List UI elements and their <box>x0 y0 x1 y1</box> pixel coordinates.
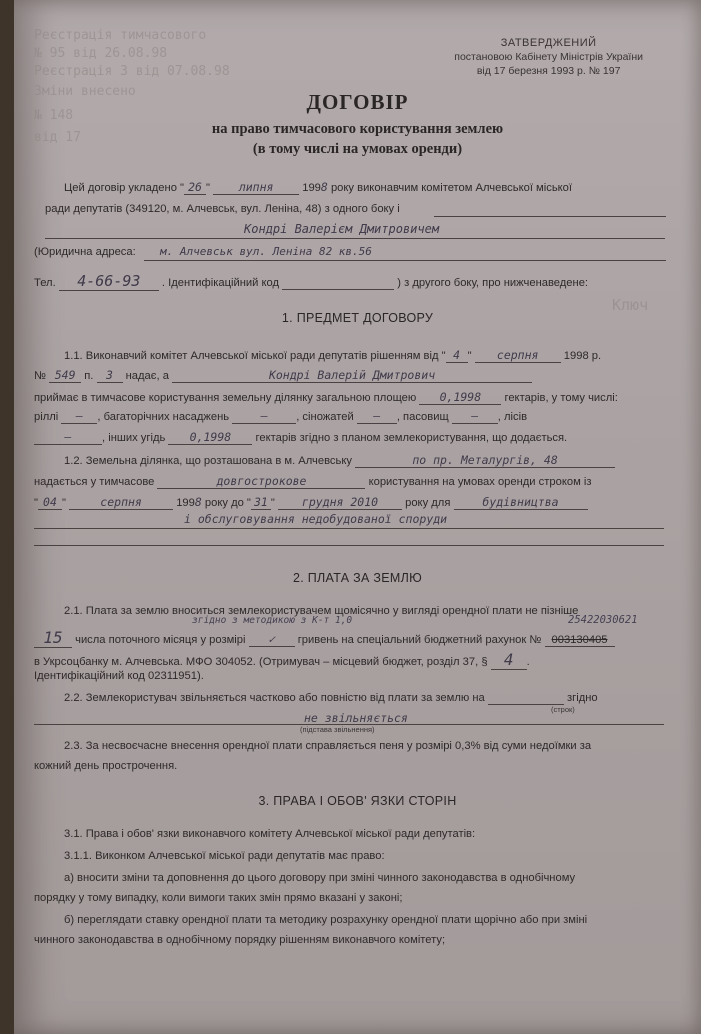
document-subtitle: на право тимчасового користування землею <box>211 121 504 137</box>
underline <box>144 260 666 261</box>
old-account-number: 003130405 <box>545 634 615 647</box>
clause-1-2-line2: надається у тимчасове довгострокове користування на умовах оренди строком із <box>34 474 592 488</box>
approval-line: від 17 березня 1993 р. № 197 <box>476 65 621 77</box>
clause-2-1-line2: 15 числа поточного місяця у розмірі ✓ гривень на спеціальний бюджетний рахунок № 003130405 <box>34 628 615 648</box>
section-heading-2: 2. ПЛАТА ЗА ЗЕМЛЮ <box>292 571 423 585</box>
ghost-line: від 17 <box>34 130 81 145</box>
exemption-value: не звільняється <box>304 711 408 725</box>
contract-year-digit: 8 <box>320 180 328 194</box>
clause-1-1: 1.1. Виконавчий комітет Алчевської міської ради депутатів рішенням від " 4 " серпня 1998 р. <box>64 348 602 362</box>
clause-2-1-line4: Ідентифікаційний код 02311951). <box>34 670 204 682</box>
approval-line: постановою Кабінету Міністрів України <box>454 51 643 63</box>
new-account-number: 25422030621 <box>568 614 638 626</box>
clause-2-1: 2.1. Плата за землю вноситься землекористувачем щомісячно у вигляді орендної плати не пізніше <box>64 605 579 617</box>
intro-line: Тел. 4-66-93 . Ідентифікаційний код ) з другого боку, про нижченаведене: <box>34 272 589 290</box>
approval-block <box>454 36 643 78</box>
ghost-line: № 95 від 26.08.98 <box>34 46 168 61</box>
party-name: Кондрі Валерієм Дмитровичем <box>244 222 440 236</box>
approval-title: ЗАТВЕРДЖЕНИЙ <box>500 37 597 49</box>
underline <box>34 545 664 546</box>
clause-1-1-line3: приймає в тимчасове користування земельну ділянку загальною площею 0,1998 гектарів, у тому числі: <box>34 390 618 404</box>
contract-day: 26 <box>184 180 206 195</box>
intro-line: (Юридична адреса: <box>34 246 136 258</box>
ghost-stamp: Ключ <box>612 296 649 314</box>
clause-b: б) переглядати ставку орендної плати та методику розрахунку орендної плати щорічно або при зміні <box>64 914 588 926</box>
clause-1-2: 1.2. Земельна ділянка, що розташована в м. Алчевську по пр. Металургів, 48 <box>64 453 615 468</box>
basis-caption: (підстава звільнення) <box>300 725 375 734</box>
clause-1-2-line3: " 04 " серпня 1998 року до " 31 " грудня 2010 року для будівництва <box>34 495 588 510</box>
clause-3-1-1: 3.1.1. Виконком Алчевської міської ради депутатів має право: <box>64 850 385 862</box>
document-title: ДОГОВІР <box>306 90 409 114</box>
clause-a: а) вносити зміни та доповнення до цього договору при зміні чинного законодавства в однобічному <box>64 872 576 884</box>
underline <box>45 238 665 239</box>
underline <box>34 528 664 529</box>
underline <box>434 216 666 217</box>
clause-b-line2: чинного законодавства в однобічному порядку рішенням виконавчого комітету; <box>34 934 446 946</box>
clause-3-1: 3.1. Права і обов' язки виконавчого комітету Алчевської міської ради депутатів: <box>64 828 476 840</box>
ghost-line: Реєстрація тимчасового <box>34 28 207 43</box>
clause-1-1-line4: ріллі — , багаторічних насаджень — , сіножатей — , пасовищ — , лісів <box>34 409 528 423</box>
section-heading-1: 1. ПРЕДМЕТ ДОГОВОРУ <box>281 311 434 325</box>
intro-line: ради депутатів (349120, м. Алчевськ, вул. Леніна, 48) з одного боку і <box>45 203 400 215</box>
clause-a-line2: порядку у тому випадку, коли вимоги таких змін прямо вказані у законі; <box>34 892 403 904</box>
ghost-line: № 148 <box>34 108 74 123</box>
ghost-line: Зміни внесено <box>34 84 136 99</box>
document-subtitle: (в тому числі на умовах оренди) <box>252 141 463 157</box>
clause-1-1-line2: № 549 п. 3 надає, а Кондрі Валерій Дмитрович <box>34 368 532 383</box>
document-page <box>14 0 701 1034</box>
clause-1-1-line5: — , інших угідь 0,1998 гектарів згідно з планом землекористування, що додається. <box>34 430 567 445</box>
intro-line: Цей договір укладено " 26 " липня 1998 року виконавчим комітетом Алчевської міської <box>64 180 573 194</box>
handwritten-note: згідно з методикою з К-т 1,0 <box>192 615 353 626</box>
party-address: м. Алчевськ вул. Леніна 82 кв.56 <box>160 245 372 258</box>
section-heading-3: 3. ПРАВА І ОБОВ' ЯЗКИ СТОРІН <box>258 794 457 808</box>
purpose-line2: і обслуговування недобудованої споруди <box>184 512 448 526</box>
clause-2-3: 2.3. За несвоєчасне внесення орендної плати справляється пеня у розмірі 0,3% від суми недоїмки за <box>64 740 592 752</box>
clause-2-2: 2.2. Землекористувач звільняється частково або повністю від плати за землю на згідно <box>64 692 598 704</box>
clause-2-3-line2: кожний день прострочення. <box>34 760 178 772</box>
term-caption: (строк) <box>551 705 575 714</box>
clause-2-1-line3: в Укрсоцбанку м. Алчевська. МФО 304052. (Отримувач – місцевий бюджет, розділ 37, § 4 . <box>34 650 530 669</box>
ghost-line: Реєстрація 3 від 07.08.98 <box>34 64 230 79</box>
phone-number: 4-66-93 <box>59 272 159 291</box>
contract-month: липня <box>213 180 299 195</box>
